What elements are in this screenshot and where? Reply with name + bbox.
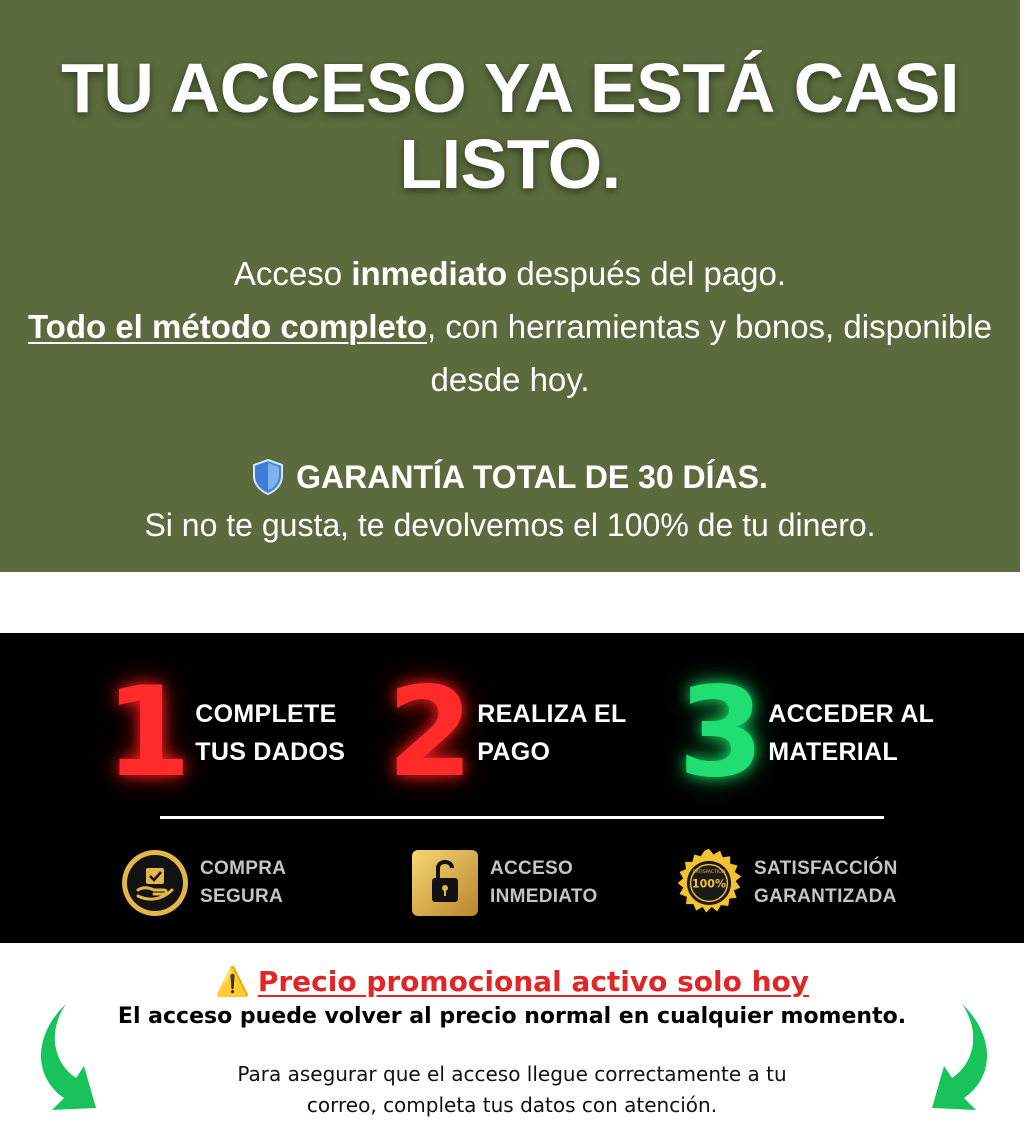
guarantee-heading (0, 455, 1020, 499)
promo-note: Para asegurar que el acceso llegue correctamente a tu correo, completa tus datos con atención. (237, 1062, 787, 1117)
badge-immediate-access-label: ACCESO INMEDIATO (490, 858, 598, 907)
hero-line1-pre: Acceso (233, 255, 352, 292)
arrow-down-left-icon (38, 1000, 118, 1115)
guarantee-text: Si no te gusta, te devolvemos el 100% de tu dinero. (144, 507, 876, 543)
badge-immediate-access (410, 848, 598, 918)
guarantee-title: GARANTÍA TOTAL DE 30 DÍAS. (296, 459, 768, 495)
shield-icon (252, 459, 284, 495)
hero-line1-bold: inmediato (351, 255, 508, 292)
warning-icon: ⚠️ (214, 965, 250, 998)
badge-satisfaction (674, 848, 898, 918)
step-1 (105, 661, 346, 805)
promo-subtitle: El acceso puede volver al precio normal en cualquier momento. (117, 1004, 907, 1029)
hero-title: TU ACCESO YA ESTÁ CASI LISTO. (61, 49, 959, 203)
hero-line1-post: después del pago. (507, 255, 787, 292)
unlocked-padlock-icon (410, 848, 480, 918)
step-1-label: COMPLETE TUS DADOS (195, 700, 346, 766)
promo-heading (215, 965, 809, 998)
steps-section (0, 633, 1024, 943)
arrow-down-right-icon (910, 1000, 990, 1115)
badge-satisfaction-label: SATISFACCIÓN GARANTIZADA (754, 858, 898, 907)
step-3 (678, 661, 935, 805)
badge-secure-purchase-label: COMPRA SEGURA (200, 858, 287, 907)
promo-title: Precio promocional activo solo hoy (257, 965, 810, 998)
secure-purchase-icon (120, 848, 190, 918)
satisfaction-seal-icon (674, 848, 744, 918)
step-2 (387, 661, 627, 805)
promo-section (0, 965, 1024, 1121)
seal-percentage: 100% (691, 877, 727, 891)
step-2-number: 2 (387, 661, 474, 805)
step-2-label: REALIZA EL PAGO (477, 700, 627, 766)
badge-secure-purchase (120, 848, 286, 918)
hero-line2-post: , con herramientas y bonos, disponible desde hoy. (427, 308, 993, 398)
seal-ring-text: SATISFACTION (692, 869, 726, 875)
step-3-label: ACCEDER AL MATERIAL (768, 700, 935, 766)
step-1-number: 1 (105, 661, 192, 805)
hero-line2-underlined: Todo el método completo (27, 308, 428, 345)
hero-subtitle (0, 247, 1020, 406)
steps-divider (160, 816, 884, 819)
step-3-number: 3 (678, 661, 765, 805)
